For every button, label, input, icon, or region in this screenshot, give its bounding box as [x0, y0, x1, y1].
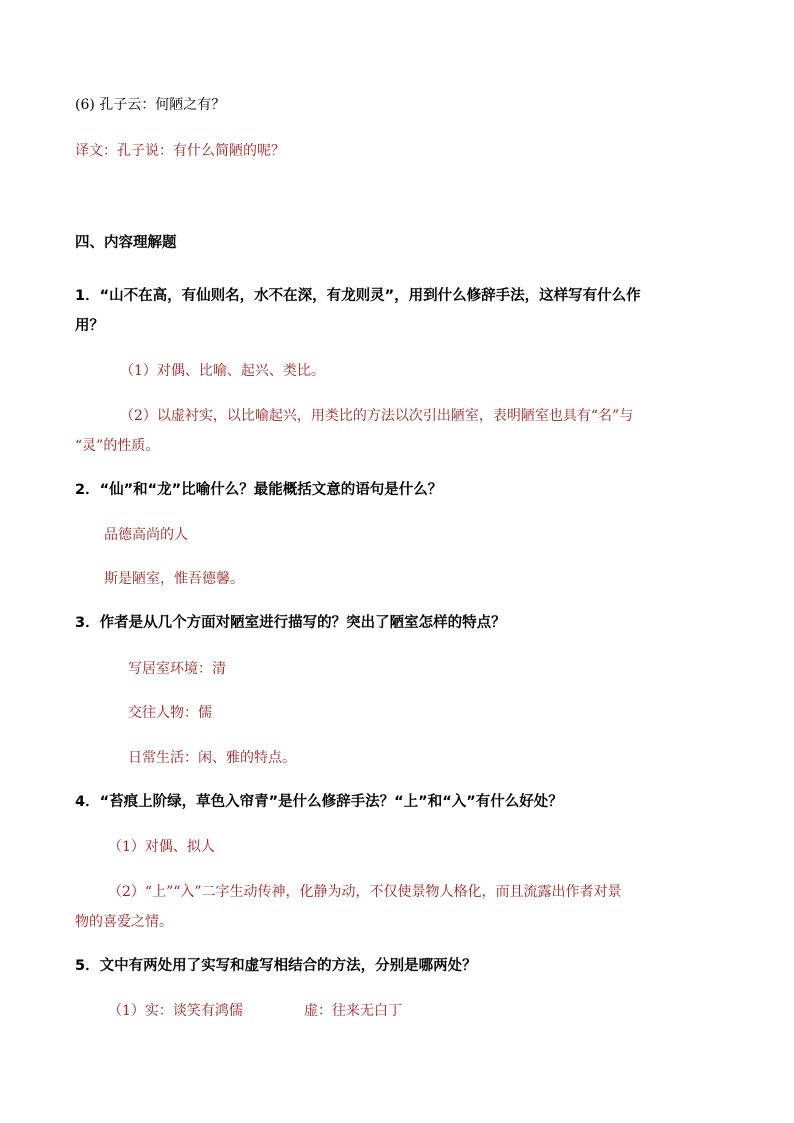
- question-2: 2．“仙”和“龙”比喻什么？最能概括文意的语句是什么？: [75, 482, 443, 498]
- answer-4-part-1: （1）对偶、拟人: [108, 839, 215, 855]
- answer-1-part-1: （1）对偶、比喻、起兴、类比。: [120, 363, 325, 379]
- answer-4-part-2-line-2: 物的喜爱之情。: [75, 914, 173, 930]
- answer-3-part-3: 日常生活：闲、雅的特点。: [128, 750, 296, 766]
- answer-5-real: （1）实：谈笑有鸿儒: [108, 1003, 243, 1019]
- answer-2-part-2: 斯是陋室，惟吾德馨。: [104, 571, 244, 587]
- question-1-line-2: 用？: [75, 318, 104, 334]
- answer-1-part-2-line-2: “灵”的性质。: [75, 438, 160, 454]
- answer-3-part-2: 交往人物：儒: [128, 705, 212, 721]
- answer-5-virtual: 虚：往来无白丁: [304, 1003, 402, 1019]
- answer-4-part-2-line-1: （2）“上”“入”二字生动传神，化静为动，不仅使景物人格化，而且流露出作者对景: [108, 884, 622, 900]
- answer-2-part-1: 品德高尚的人: [104, 527, 188, 543]
- question-3: 3．作者是从几个方面对陋室进行描写的？突出了陋室怎样的特点？: [75, 615, 506, 631]
- answer-3-part-1: 写居室环境：清: [128, 661, 226, 677]
- translation-item-6: (6) 孔子云：何陋之有？: [75, 97, 226, 113]
- question-1-line-1: 1．“山不在高，有仙则名，水不在深，有龙则灵”，用到什么修辞手法，这样写有什么作: [75, 288, 641, 304]
- question-5: 5．文中有两处用了实写和虚写相结合的方法，分别是哪两处？: [75, 958, 477, 974]
- section-heading: 四、内容理解题: [75, 235, 177, 251]
- answer-1-part-2-line-1: （2）以虚衬实，以比喻起兴，用类比的方法以次引出陋室，表明陋室也具有“名”与: [120, 408, 634, 424]
- translation-answer-6: 译文：孔子说：有什么简陋的呢？: [75, 143, 285, 159]
- question-4: 4．“苔痕上阶绿，草色入帘青”是什么修辞手法？“上”和“入”有什么好处？: [75, 794, 563, 810]
